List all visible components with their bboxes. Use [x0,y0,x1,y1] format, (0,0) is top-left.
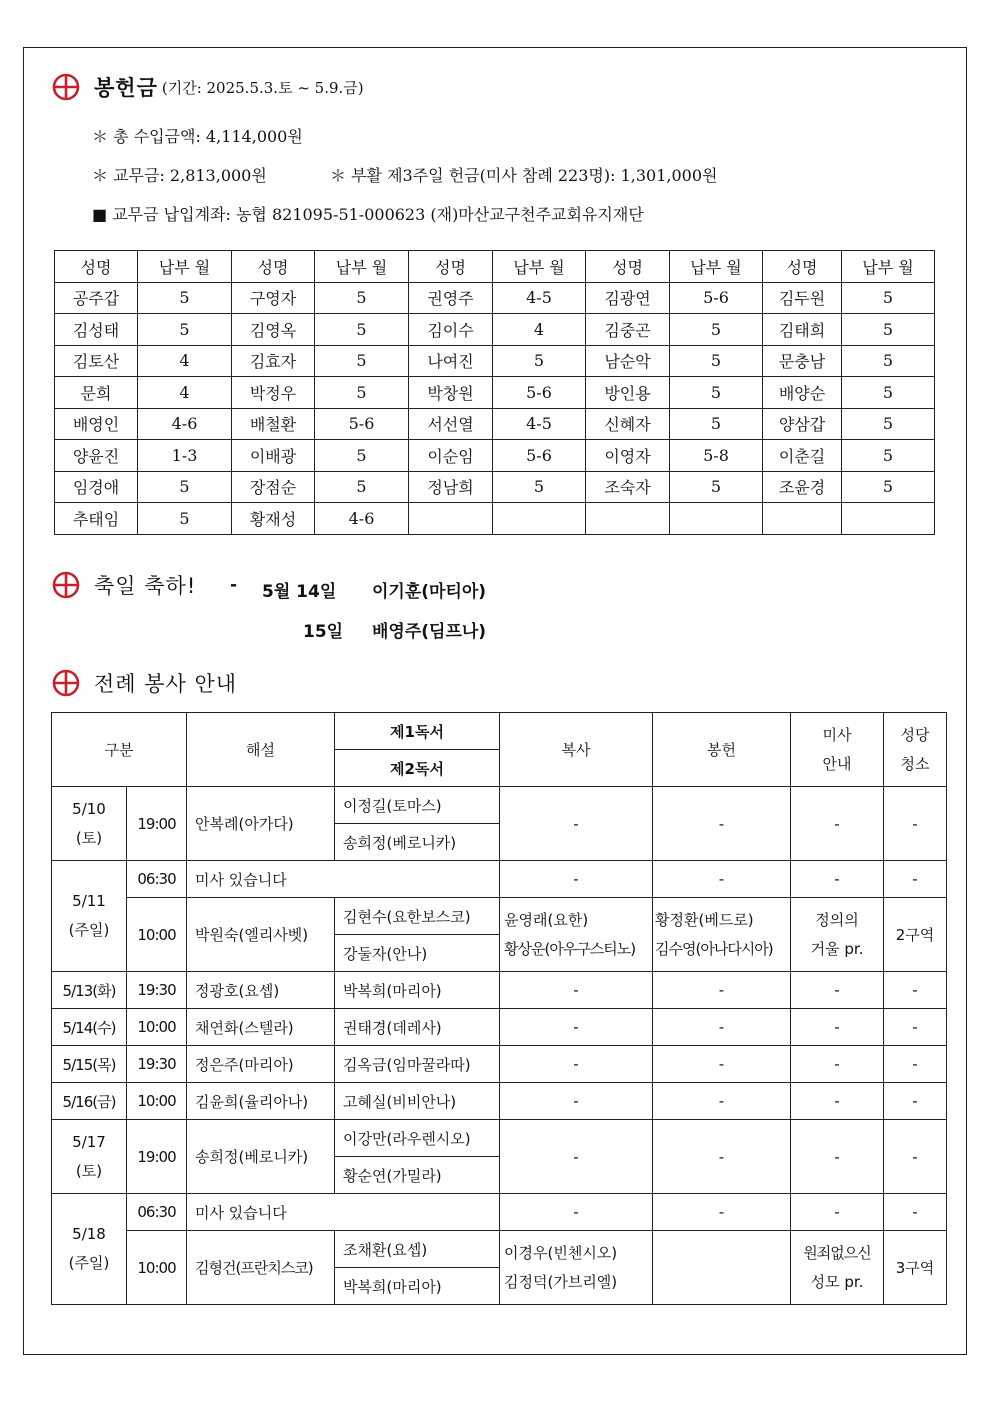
server-cell: - [500,787,653,861]
header-name: 성명 [232,251,315,283]
table-row [55,471,935,503]
header-name: 성명 [409,251,493,283]
commentary-cell: 안복례(아가다) [187,787,335,861]
birthday-title: 축일 축하! [94,574,197,598]
reading-cell: 고혜실(비비안나) [335,1083,500,1120]
commentary-cell: 정광호(요셉) [187,972,335,1009]
usher-cell: - [791,1194,884,1231]
member-name: 박창원 [409,377,493,409]
bank-account: ■ 교무금 납입계좌: 농협 821095-51-000623 (재)마산교구천주교회유지재단 [92,205,644,224]
date-cell: 5/14(수) [52,1009,127,1046]
date-cell [52,787,127,861]
reading1-cell: 김현수(요한보스코) [335,898,500,935]
member-name: 추태임 [55,503,138,535]
member-name: 방인용 [586,377,670,409]
server-cell: - [500,1194,653,1231]
cleaning-cell: - [884,1194,947,1231]
header-month: 납부 월 [493,251,586,283]
offertory-cell [653,898,791,972]
paid-month: 5 [315,440,409,472]
date-line1: 5/10 [72,799,106,818]
paid-month: 1-3 [138,440,232,472]
paid-month: 4-6 [315,503,409,535]
paid-month: 5 [315,471,409,503]
paid-month: 5 [842,314,935,346]
birthday-name-1: 이기훈(마티아) [372,582,487,602]
birthday-date-1: 5월 14일 [262,582,337,602]
member-name: 양윤진 [55,440,138,472]
member-name [409,503,493,535]
paid-month: 5 [842,408,935,440]
time-cell: 10:00 [127,1009,187,1046]
birthday-date-2: 15일 [303,622,344,642]
paid-month: 5-6 [493,377,586,409]
member-name: 김토산 [55,345,138,377]
member-name: 서선열 [409,408,493,440]
server-line2: 김정덕(가브리엘) [504,1272,618,1291]
offering-heading [52,72,364,102]
server-cell: - [500,1046,653,1083]
member-name: 문희 [55,377,138,409]
header-cleaning-line1: 성당 [900,725,930,744]
member-name [586,503,670,535]
server-cell [500,898,653,972]
dues-table [54,250,935,535]
member-name: 배영인 [55,408,138,440]
paid-month: 4-5 [493,408,586,440]
cleaning-cell: - [884,972,947,1009]
member-name: 김성태 [55,314,138,346]
dues-header-row [55,251,935,283]
paid-month: 5 [670,471,763,503]
paid-month: 5 [138,471,232,503]
date-line1: 5/18 [72,1225,106,1243]
member-name: 김이수 [409,314,493,346]
server-cell: - [500,861,653,898]
paid-month: 5 [138,503,232,535]
usher-cell: - [791,861,884,898]
header-usher [791,713,884,787]
birthday-heading [52,570,196,600]
header-month: 납부 월 [315,251,409,283]
header-month: 납부 월 [670,251,763,283]
member-name: 박정우 [232,377,315,409]
usher-cell [791,1231,884,1305]
member-name: 신혜자 [586,408,670,440]
member-name: 이순임 [409,440,493,472]
server-cell: - [500,972,653,1009]
member-name: 김중곤 [586,314,670,346]
commentary-cell: 송희정(베로니카) [187,1120,335,1194]
cleaning-cell: 2구역 [884,898,947,972]
member-name: 양삼갑 [763,408,842,440]
member-name [763,503,842,535]
offertory-cell: - [653,1046,791,1083]
no-mass-note: 미사 있습니다 [187,1194,500,1231]
offertory-cell [653,1231,791,1305]
no-mass-note: 미사 있습니다 [187,861,500,898]
paid-month: 5-6 [493,440,586,472]
commentary-cell: 박원숙(엘리사벳) [187,898,335,972]
easter-offering: ＊ 부활 제3주일 헌금(미사 참례 223명): 1,301,000원 [330,166,718,185]
member-name: 김영옥 [232,314,315,346]
date-line2: (주일) [68,1254,110,1272]
commentary-cell: 김윤희(율리아나) [187,1083,335,1120]
member-name: 구영자 [232,282,315,314]
table-row [55,345,935,377]
usher-cell: - [791,1009,884,1046]
header-offertory: 봉헌 [653,713,791,787]
cross-circle-icon [52,669,80,697]
reading2-cell: 황순연(가밀라) [335,1157,500,1194]
reading-cell: 김옥금(임마꿀라따) [335,1046,500,1083]
offertory-cell: - [653,1009,791,1046]
header-name: 성명 [586,251,670,283]
cleaning-cell: - [884,1120,947,1194]
time-cell: 19:00 [127,787,187,861]
cleaning-cell: - [884,1083,947,1120]
server-line1: 이경우(빈첸시오) [504,1243,618,1262]
paid-month: 5 [670,408,763,440]
member-name: 공주갑 [55,282,138,314]
member-name: 배양순 [763,377,842,409]
date-cell [52,1120,127,1194]
member-name: 배철환 [232,408,315,440]
table-row [55,314,935,346]
paid-month [670,503,763,535]
header-commentary: 해설 [187,713,335,787]
paid-month: 5 [670,345,763,377]
time-cell: 06:30 [127,1194,187,1231]
offering-title: 봉헌금 [94,76,158,100]
birthday-dash: - [230,575,238,595]
offering-period: (기간: 2025.5.3.토 ~ 5.9.금) [161,78,364,97]
date-line2: (토) [75,828,103,847]
time-cell: 10:00 [127,1083,187,1120]
time-cell: 06:30 [127,861,187,898]
offertory-cell: - [653,1120,791,1194]
cleaning-cell: - [884,1046,947,1083]
table-row [55,408,935,440]
server-cell: - [500,1083,653,1120]
commentary-cell: 정은주(마리아) [187,1046,335,1083]
paid-month: 5 [842,282,935,314]
paid-month: 5 [315,377,409,409]
member-name: 김두원 [763,282,842,314]
parish-fee: ＊ 교무금: 2,813,000원 [92,166,267,185]
header-name: 성명 [55,251,138,283]
header-cleaning [884,713,947,787]
header-usher-line2: 안내 [822,754,852,773]
reading2-cell: 송희정(베로니카) [335,824,500,861]
reading1-cell: 이강만(라우렌시오) [335,1120,500,1157]
server-cell: - [500,1009,653,1046]
paid-month: 5 [670,314,763,346]
birthday-name-2: 배영주(딤프나) [372,622,487,642]
header-month: 납부 월 [842,251,935,283]
time-cell: 10:00 [127,898,187,972]
table-row [55,503,935,535]
paid-month: 5 [842,377,935,409]
liturgy-table [51,712,947,1305]
paid-month: 5 [842,471,935,503]
paid-month [842,503,935,535]
date-cell: 5/15(목) [52,1046,127,1083]
offertory-cell: - [653,787,791,861]
date-cell [52,1194,127,1305]
offertory-cell: - [653,972,791,1009]
reading2-cell: 강둘자(안나) [335,935,500,972]
member-name: 김효자 [232,345,315,377]
liturgy-title: 전례 봉사 안내 [94,672,238,696]
member-name: 조윤경 [763,471,842,503]
paid-month: 5 [138,282,232,314]
member-name: 권영주 [409,282,493,314]
paid-month: 5-6 [315,408,409,440]
reading2-cell: 박복희(마리아) [335,1268,500,1305]
usher-cell: - [791,787,884,861]
server-cell [500,1231,653,1305]
cross-circle-icon [52,571,80,599]
usher-cell [791,898,884,972]
date-line2: (토) [75,1161,103,1180]
cleaning-cell: - [884,787,947,861]
paid-month: 4-6 [138,408,232,440]
offertory-cell: - [653,1083,791,1120]
offertory-line1: 황정환(베드로) [655,910,754,929]
usher-line1: 원죄없으신 [803,1243,871,1262]
member-name: 조숙자 [586,471,670,503]
usher-line2: 거울 pr. [810,939,864,958]
paid-month: 4-5 [493,282,586,314]
time-cell: 19:30 [127,972,187,1009]
member-name: 정남희 [409,471,493,503]
paid-month: 5 [493,471,586,503]
member-name: 김광연 [586,282,670,314]
cleaning-cell: - [884,861,947,898]
cleaning-cell: - [884,1009,947,1046]
offering-total: ＊ 총 수입금액: 4,114,000원 [92,127,303,146]
paid-month: 5 [315,314,409,346]
paid-month: 5 [315,282,409,314]
usher-cell: - [791,1120,884,1194]
paid-month: 5-6 [670,282,763,314]
date-line1: 5/11 [72,892,106,910]
paid-month: 4 [493,314,586,346]
reading1-cell: 이정길(토마스) [335,787,500,824]
paid-month: 5 [842,440,935,472]
member-name: 이영자 [586,440,670,472]
member-name: 나여진 [409,345,493,377]
member-name: 문충남 [763,345,842,377]
usher-cell: - [791,972,884,1009]
time-cell: 19:00 [127,1120,187,1194]
date-cell: 5/16(금) [52,1083,127,1120]
paid-month: 5 [670,377,763,409]
liturgy-heading [52,668,237,698]
usher-cell: - [791,1083,884,1120]
table-row [55,440,935,472]
paid-month [493,503,586,535]
table-row [55,377,935,409]
date-cell [52,861,127,972]
header-cleaning-line2: 청소 [900,754,930,773]
server-cell: - [500,1120,653,1194]
paid-month: 5 [842,345,935,377]
server-line1: 윤영래(요한) [504,910,589,929]
member-name: 김태희 [763,314,842,346]
member-name: 이춘길 [763,440,842,472]
header-name: 성명 [763,251,842,283]
reading-cell: 박복희(마리아) [335,972,500,1009]
table-row [52,1046,947,1083]
header-month: 납부 월 [138,251,232,283]
paid-month: 4 [138,377,232,409]
paid-month: 4 [138,345,232,377]
member-name: 남순악 [586,345,670,377]
date-cell: 5/13(화) [52,972,127,1009]
table-row [52,1009,947,1046]
header-reading2: 제2독서 [335,750,500,787]
reading-cell: 권태경(데레사) [335,1009,500,1046]
commentary-cell: 김형건(프란치스코) [187,1231,335,1305]
offertory-cell: - [653,1194,791,1231]
paid-month: 5-8 [670,440,763,472]
offertory-line2: 김수영(아나다시아) [655,939,773,958]
member-name: 이배광 [232,440,315,472]
usher-line1: 정의의 [815,910,859,929]
date-line1: 5/17 [72,1132,106,1151]
offertory-cell: - [653,861,791,898]
cross-circle-icon [52,73,80,101]
member-name: 황재성 [232,503,315,535]
header-server: 복사 [500,713,653,787]
server-line2: 황상운(아우구스티노) [504,939,636,958]
table-row [55,282,935,314]
reading1-cell: 조채환(요셉) [335,1231,500,1268]
member-name: 장점순 [232,471,315,503]
cleaning-cell: 3구역 [884,1231,947,1305]
header-gubun: 구분 [52,713,187,787]
header-usher-line1: 미사 [822,725,852,744]
header-reading1: 제1독서 [335,713,500,750]
paid-month: 5 [315,345,409,377]
date-line2: (주일) [68,921,110,939]
time-cell: 19:30 [127,1046,187,1083]
paid-month: 5 [493,345,586,377]
member-name: 임경애 [55,471,138,503]
table-row [52,972,947,1009]
time-cell: 10:00 [127,1231,187,1305]
table-row [52,1083,947,1120]
usher-line2: 성모 pr. [810,1272,864,1291]
commentary-cell: 채연화(스텔라) [187,1009,335,1046]
usher-cell: - [791,1046,884,1083]
paid-month: 5 [138,314,232,346]
